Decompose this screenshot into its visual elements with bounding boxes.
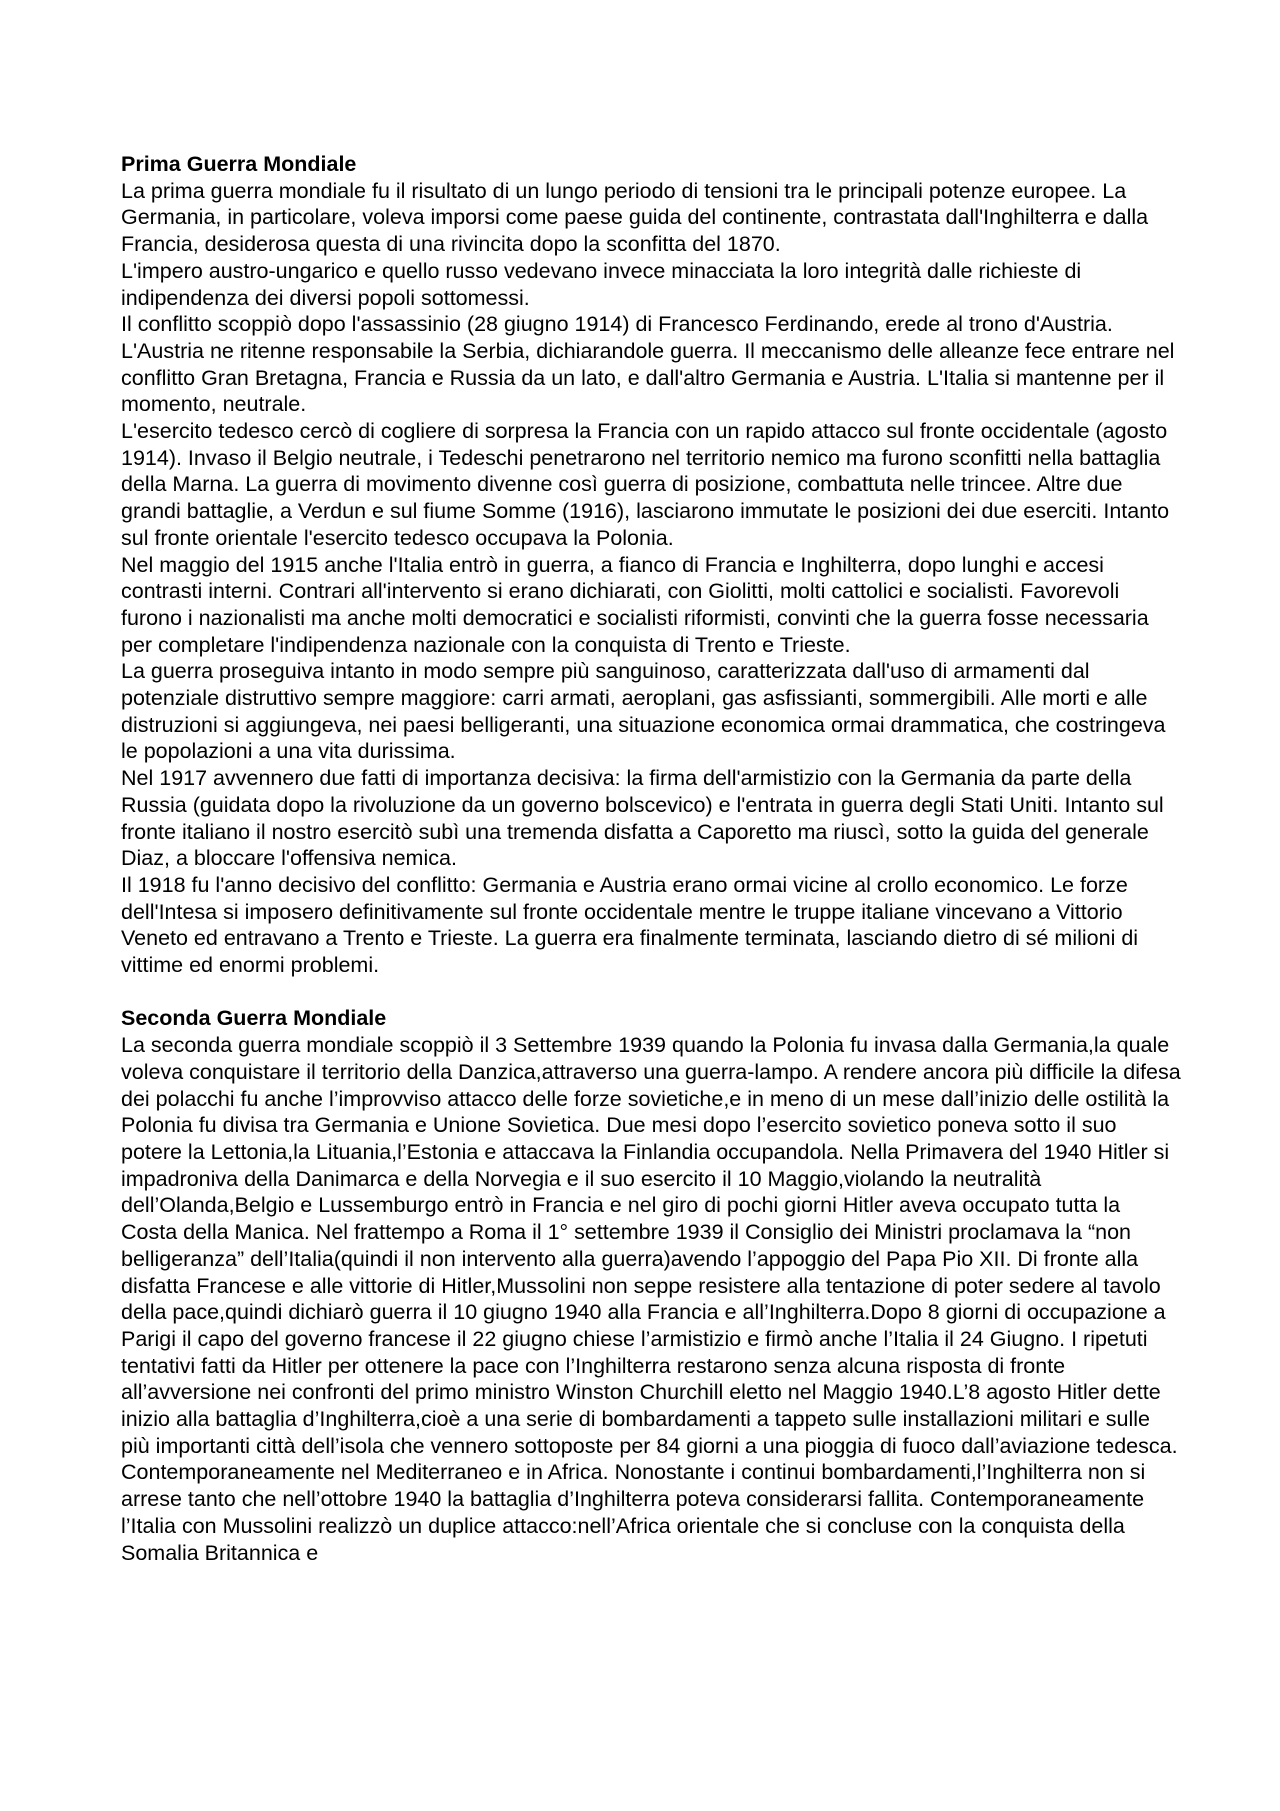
paragraph: Nel 1917 avvennero due fatti di importanza decisiva: la firma dell'armistizio con la Germania da parte della Russia (guidata dopo la rivoluzione da un governo bolscevico) e l'entrata in guerra degli Stati Uniti. Intanto sul fronte italiano il nostro esercitò subì una tremenda disfatta a Caporetto ma riuscì, sotto la guida del generale Diaz, a bloccare l'offensiva nemica.	[121, 766, 1164, 871]
paragraph: La prima guerra mondiale fu il risultato di un lungo periodo di tensioni tra le principali potenze europee. La Germania, in particolare, voleva imporsi come paese guida del continente, contrastata dall'Inghilterra e dalla Francia, desiderosa questa di una rivincita dopo la sconfitta del 1870.	[121, 178, 1149, 257]
paragraph: L'esercito tedesco cercò di cogliere di sorpresa la Francia con un rapido attacco sul fronte occidentale (agosto 1914). Invaso il Belgio neutrale, i Tedeschi penetrarono nel territorio nemico ma furono sconfitti nella battaglia della Marna. La guerra di movimento divenne così guerra di posizione, combattuta nelle trincee. Altre due grandi battaglie, a Verdun e sul fiume Somme (1916), lasciarono immutate le posizioni dei due eserciti. Intanto sul fronte orientale l'esercito tedesco occupava la Polonia.	[121, 419, 1170, 550]
section-spacer	[121, 979, 1181, 1006]
paragraph: Il conflitto scoppiò dopo l'assassinio (28 giugno 1914) di Francesco Ferdinando, erede al trono d'Austria. L'Austria ne ritenne responsabile la Serbia, dichiarandole guerra. Il meccanismo delle alleanze fece entrare nel conflitto Gran Bretagna, Francia e Russia da un lato, e dall'altro Germania e Austria. L'Italia si mantenne per il momento, neutrale.	[121, 312, 1175, 417]
paragraph: La seconda guerra mondiale scoppiò il 3 Settembre 1939 quando la Polonia fu invasa dalla Germania,la quale voleva conquistare il territorio della Danzica,attraverso una guerra-lampo. A rendere ancora più difficile la difesa dei polacchi fu anche l’improvviso attacco delle forze sovietiche,e in meno di un mese dall’inizio delle ostilità la Polonia fu divisa tra Germania e Unione Sovietica. Due mesi dopo l’esercito sovietico poneva sotto il suo potere la Lettonia,la Lituania,l’Estonia e attaccava la Finlandia occupandola. Nella Primavera del 1940 Hitler si impadroniva della Danimarca e della Norvegia e il suo esercito il 10 Maggio,violando la neutralità dell’Olanda,Belgio e Lussemburgo entrò in Francia e nel giro di pochi giorni Hitler aveva occupato tutta la Costa della Manica. Nel frattempo a Roma il 1° settembre 1939 il Consiglio dei Ministri proclamava la “non belligeranza” dell’Italia(quindi il non intervento alla guerra)avendo l’appoggio del Papa Pio XII. Di fronte alla disfatta Francese e alle vittorie di Hitler,Mussolini non seppe resistere alla tentazione di poter sedere al tavolo della pace,quindi dichiarò guerra il 10 giugno 1940 alla Francia e all’Inghilterra.Dopo 8 giorni di occupazione a Parigi il capo del governo francese il 22 giugno chiese l’armistizio e firmò anche l’Italia il 24 Giugno. I ripetuti tentativi fatti da Hitler per ottenere la pace con l’Inghilterra restarono senza alcuna risposta di fronte all’avversione nei confronti del primo ministro Winston Churchill eletto nel Maggio 1940.L’8 agosto Hitler dette inizio alla battaglia d’Inghilterra,cioè a una serie di bombardamenti a tappeto sulle installazioni militari e sulle più importanti città dell’isola che vennero sottoposte per 84 giorni a una pioggia di fuoco dall’aviazione tedesca. Contemporaneamente nel Mediterraneo e in Africa. Nonostante i continui bombardamenti,l’Inghilterra non si arrese tanto che nell’ottobre 1940 la battaglia d’Inghilterra poteva considerarsi fallita. Contemporaneamente l’Italia con Mussolini realizzò un duplice attacco:nell’Africa orientale che si concluse con la conquista della Somalia Britannica e	[121, 1033, 1181, 1565]
paragraph: L'impero austro-ungarico e quello russo vedevano invece minacciata la loro integrità dalle richieste di indipendenza dei diversi popoli sottomessi.	[121, 258, 1082, 310]
paragraph: La guerra proseguiva intanto in modo sempre più sanguinoso, caratterizzata dall'uso di armamenti dal potenziale distruttivo sempre maggiore: carri armati, aeroplani, gas asfissianti, sommergibili. Alle morti e alle distruzioni si aggiungeva, nei paesi belligeranti, una situazione economica ormai drammatica, che costringeva le popolazioni a una vita durissima.	[121, 659, 1166, 764]
section-prima-guerra	[121, 151, 1181, 979]
paragraph: Nel maggio del 1915 anche l'Italia entrò in guerra, a fianco di Francia e Inghilterra, dopo lunghi e accesi contrasti interni. Contrari all'intervento si erano dichiarati, con Giolitti, molti cattolici e socialisti. Favorevoli furono i nazionalisti ma anche molti democratici e socialisti riformisti, convinti che la guerra fosse necessaria per completare l'indipendenza nazionale con la conquista di Trento e Trieste.	[121, 552, 1149, 657]
document-page	[121, 151, 1181, 1566]
section-heading: Seconda Guerra Mondiale	[121, 1006, 387, 1031]
section-seconda-guerra	[121, 1005, 1181, 1566]
section-heading: Prima Guerra Mondiale	[121, 152, 357, 176]
paragraph: Il 1918 fu l'anno decisivo del conflitto: Germania e Austria erano ormai vicine al crollo economico. Le forze dell'Intesa si imposero definitivamente sul fronte occidentale mentre le truppe italiane vincevano a Vittorio Veneto ed entravano a Trento e Trieste. La guerra era finalmente terminata, lasciando dietro di sé milioni di vittime ed enormi problemi.	[121, 872, 1139, 978]
